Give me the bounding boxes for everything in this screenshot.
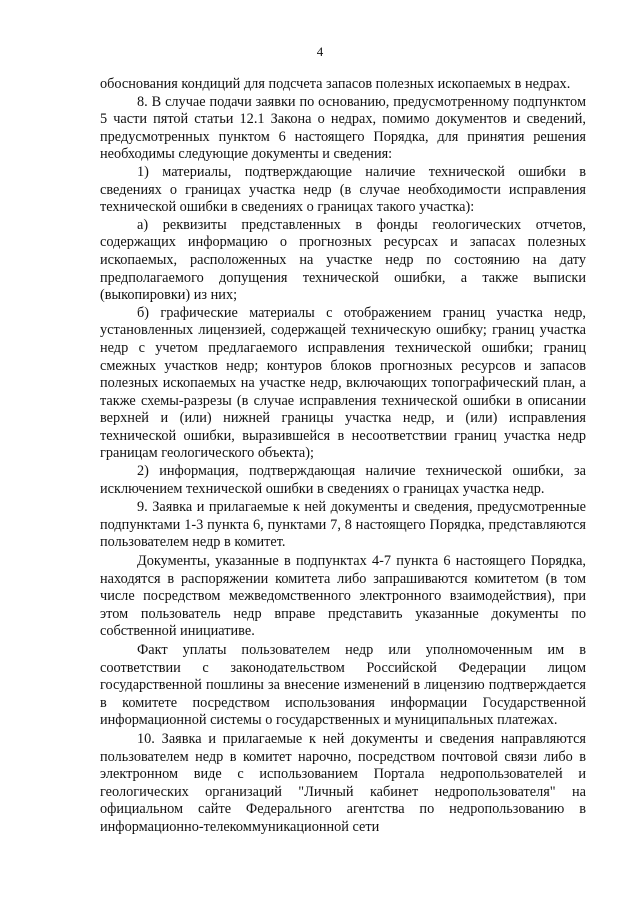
paragraph-subitem-b: б) графические материалы с отображением границ участка недр, установленных лицензией, содержащей техническую ошибку; границ участка недр с учетом предлагаемого исправления технической ошибки; границ смежных участков недр; контуров блоков прогнозных ресурсов и запасов полезных ископаемых на участке недр, включающих топографический план, а также схемы-разрезы (в случае исправления технической ошибки в описании верхней и (или) нижней границы участка недр, и (или) исправления технической ошибки, выразившейся в несоответствии границ участка недр границам геологического объекта); [100, 304, 586, 462]
paragraph-documents: Документы, указанные в подпунктах 4-7 пункта 6 настоящего Порядка, находятся в распоряжении комитета либо запрашиваются комитетом (в том числе посредством межведомственного электронного взаимодействия), при этом пользователь недр вправе представить указанные документы по собственной инициативе. [100, 553, 586, 640]
page-number: 4 [316, 44, 324, 59]
paragraph-item-9: 9. Заявка и прилагаемые к ней документы и сведения, предусмотренные подпунктами 1-3 пункта 6, пунктами 7, 8 настоящего Порядка, представляются пользователем недр в комитет. [100, 499, 586, 551]
paragraph-subitem-2: 2) информация, подтверждающая наличие технической ошибки, за исключением технической ошибки в сведениях о границах участка недр. [100, 463, 586, 497]
paragraph-subitem-1: 1) материалы, подтверждающие наличие технической ошибки в сведениях о границах участка недр (в случае необходимости исправления технической ошибки в сведениях о границах такого участка): [100, 163, 586, 216]
paragraph-continuation: обоснования кондиций для подсчета запасов полезных ископаемых в недрах. [100, 76, 571, 92]
paragraph-item-8: 8. В случае подачи заявки по основанию, предусмотренному подпунктом 5 части пятой статьи 12.1 Закона о недрах, помимо документов и сведений, предусмотренных пунктом 6 настоящего Порядка, для принятия решения необходимы следующие документы и сведения: [100, 93, 586, 163]
paragraph-item-10: 10. Заявка и прилагаемые к ней документы и сведения направляются пользователем недр в комитет нарочно, посредством почтовой связи либо в электронном виде с использованием Портала недропользователей и геологических организаций "Личный кабинет недропользователя" на официальном сайте Федерального агентства по недропользованию в информационно-телекоммуникационной сети [100, 730, 586, 835]
paragraph-subitem-a: а) реквизиты представленных в фонды геологических отчетов, содержащих информацию о прогнозных ресурсах и запасах полезных ископаемых, расположенных на участке недр по состоянию на дату предполагаемого допущения технической ошибки, а также выписки (выкопировки) из них; [100, 216, 586, 304]
document-body [100, 76, 586, 837]
paragraph-fee-payment: Факт уплаты пользователем недр или уполномоченным им в соответствии с законодательством Российской Федерации лицом государственной пошлины за внесение изменений в лицензию подтверждается в комитете посредством использования информации Государственной информационной системы о государственных и муниципальных платежах. [100, 642, 586, 729]
